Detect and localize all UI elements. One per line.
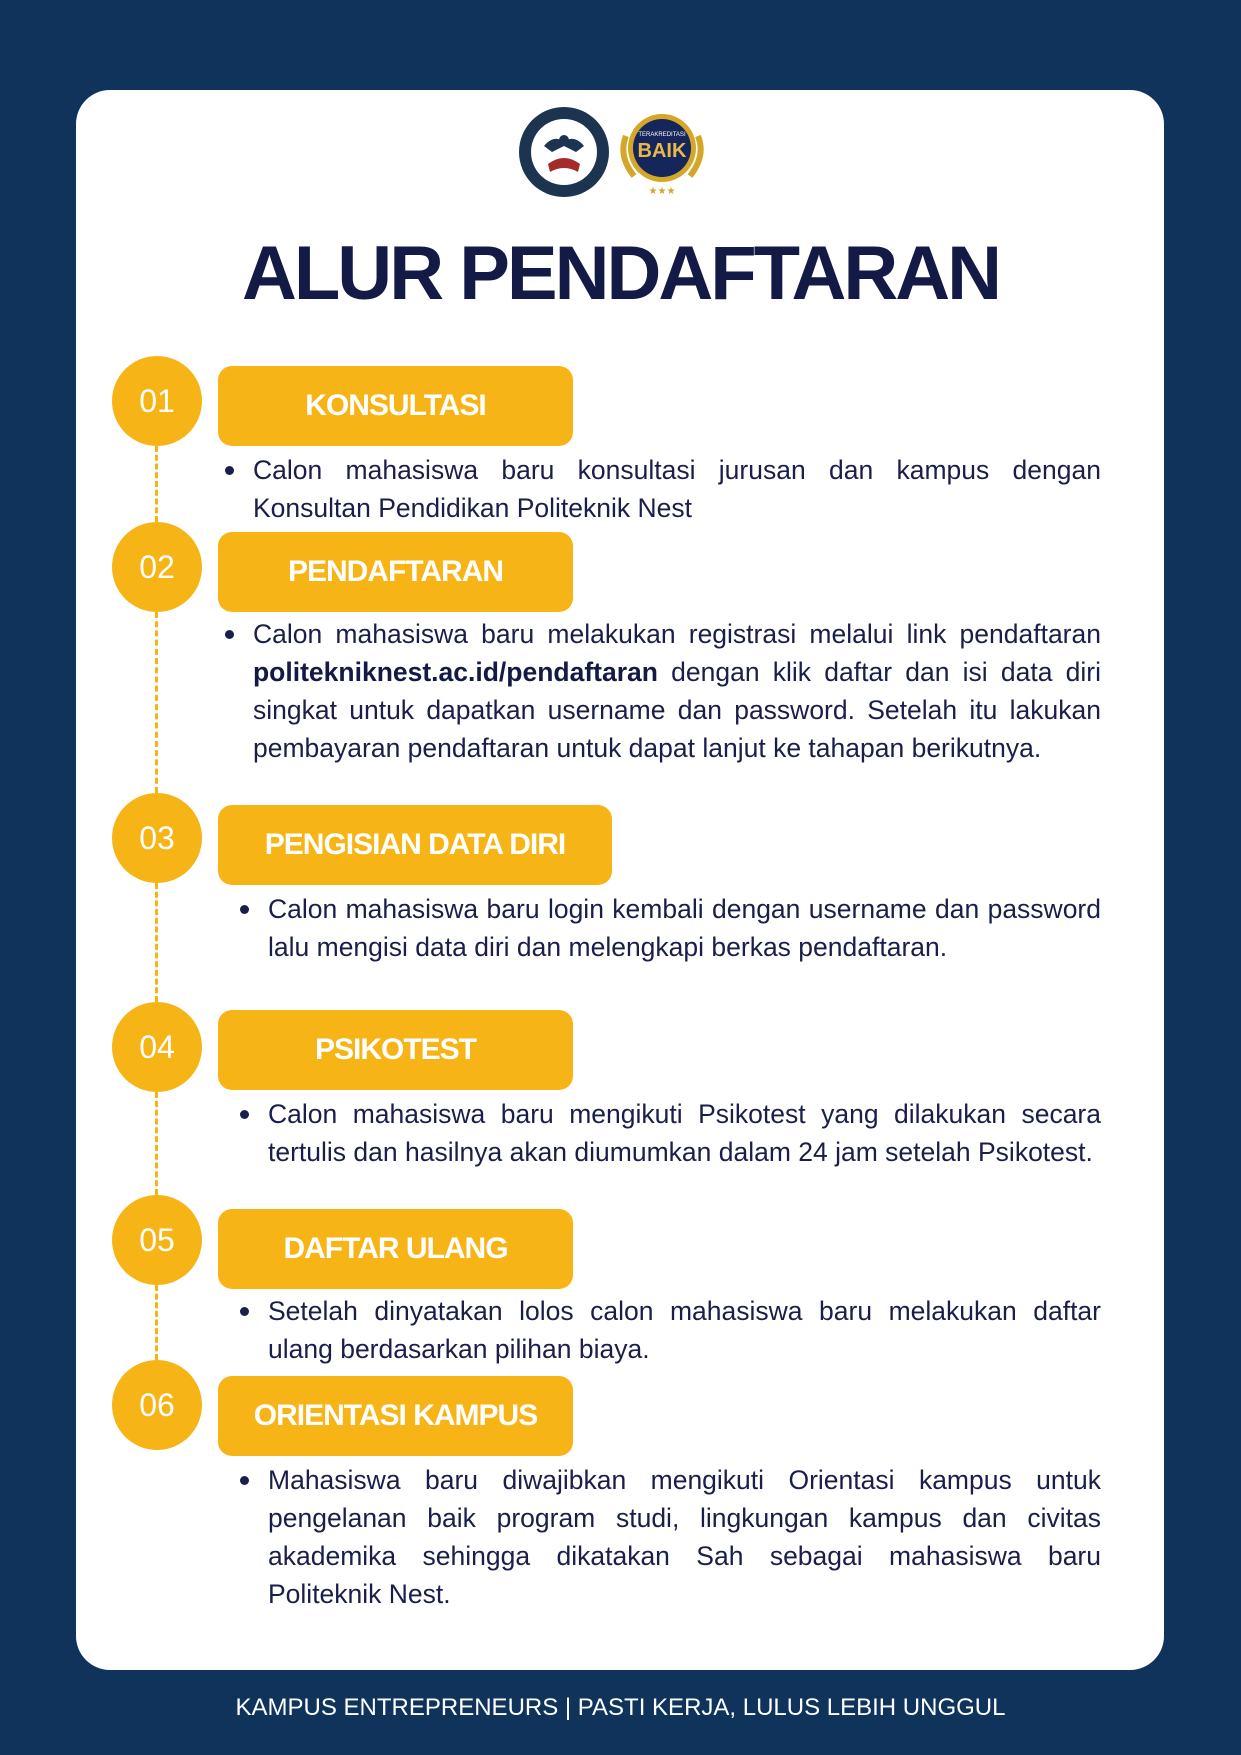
step-number: 04 (112, 1002, 202, 1092)
badge-main-text: BAIK (637, 140, 687, 162)
bullet-icon (240, 1307, 249, 1316)
step-number: 06 (112, 1360, 202, 1450)
step-number: 05 (112, 1195, 202, 1285)
step-title: PENGISIAN DATA DIRI (218, 805, 612, 885)
step-title: PSIKOTEST (218, 1010, 573, 1090)
footer-tagline: KAMPUS ENTREPRENEURS | PASTI KERJA, LULUS LEBIH UNGGUL (235, 1694, 1006, 1721)
bullet-icon (225, 466, 234, 475)
bullet-icon (225, 630, 234, 639)
svg-text:★★★: ★★★ (648, 186, 676, 197)
step-title: ORIENTASI KAMPUS (218, 1376, 573, 1456)
politeknik-nest-logo (518, 106, 610, 198)
step-title: PENDAFTARAN (218, 532, 573, 612)
step-title: KONSULTASI (218, 366, 573, 446)
step-description: Setelah dinyatakan lolos calon mahasiswa baru melakukan daftar ulang berdasarkan pilihan biaya. (268, 1292, 1101, 1368)
step-description: Calon mahasiswa baru melakukan registrasi melalui link pendaftaran politekniknest.ac.id/pendaftaran dengan klik daftar dan isi data diri singkat untuk dapatkan username dan password. Setelah itu lakukan pembayaran pendaftaran untuk dapat lanjut ke tahapan berikutnya. (253, 615, 1101, 767)
page-title: ALUR PENDAFTARAN (242, 231, 999, 316)
step-description: Calon mahasiswa baru konsultasi jurusan dan kampus dengan Konsultan Pendidikan Politeknik Nest (253, 451, 1101, 527)
bullet-icon (240, 905, 249, 914)
timeline-connector (155, 883, 158, 1002)
bullet-icon (240, 1476, 249, 1485)
step-title: DAFTAR ULANG (218, 1209, 573, 1289)
registration-link[interactable]: politekniknest.ac.id/pendaftaran (253, 657, 658, 687)
step-number: 02 (112, 522, 202, 612)
step-description: Calon mahasiswa baru mengikuti Psikotest yang dilakukan secara tertulis dan hasilnya akan diumumkan dalam 24 jam setelah Psikotest. (268, 1095, 1101, 1171)
timeline-connector (155, 446, 158, 522)
step-number: 03 (112, 793, 202, 883)
akreditasi-baik-badge (612, 106, 712, 198)
badge-top-text: TERAKREDITASI (638, 132, 686, 138)
bullet-icon (240, 1110, 249, 1119)
step-description: Mahasiswa baru diwajibkan mengikuti Orientasi kampus untuk pengelanan baik program studi, lingkungan kampus dan civitas akademika sehingga dikatakan Sah sebagai mahasiswa baru Politeknik Nest. (268, 1461, 1101, 1613)
step-number: 01 (112, 356, 202, 446)
timeline-connector (155, 1285, 158, 1360)
step-description: Calon mahasiswa baru login kembali dengan username dan password lalu mengisi data diri dan melengkapi berkas pendaftaran. (268, 890, 1101, 966)
timeline-connector (155, 612, 158, 793)
timeline-connector (155, 1092, 158, 1195)
